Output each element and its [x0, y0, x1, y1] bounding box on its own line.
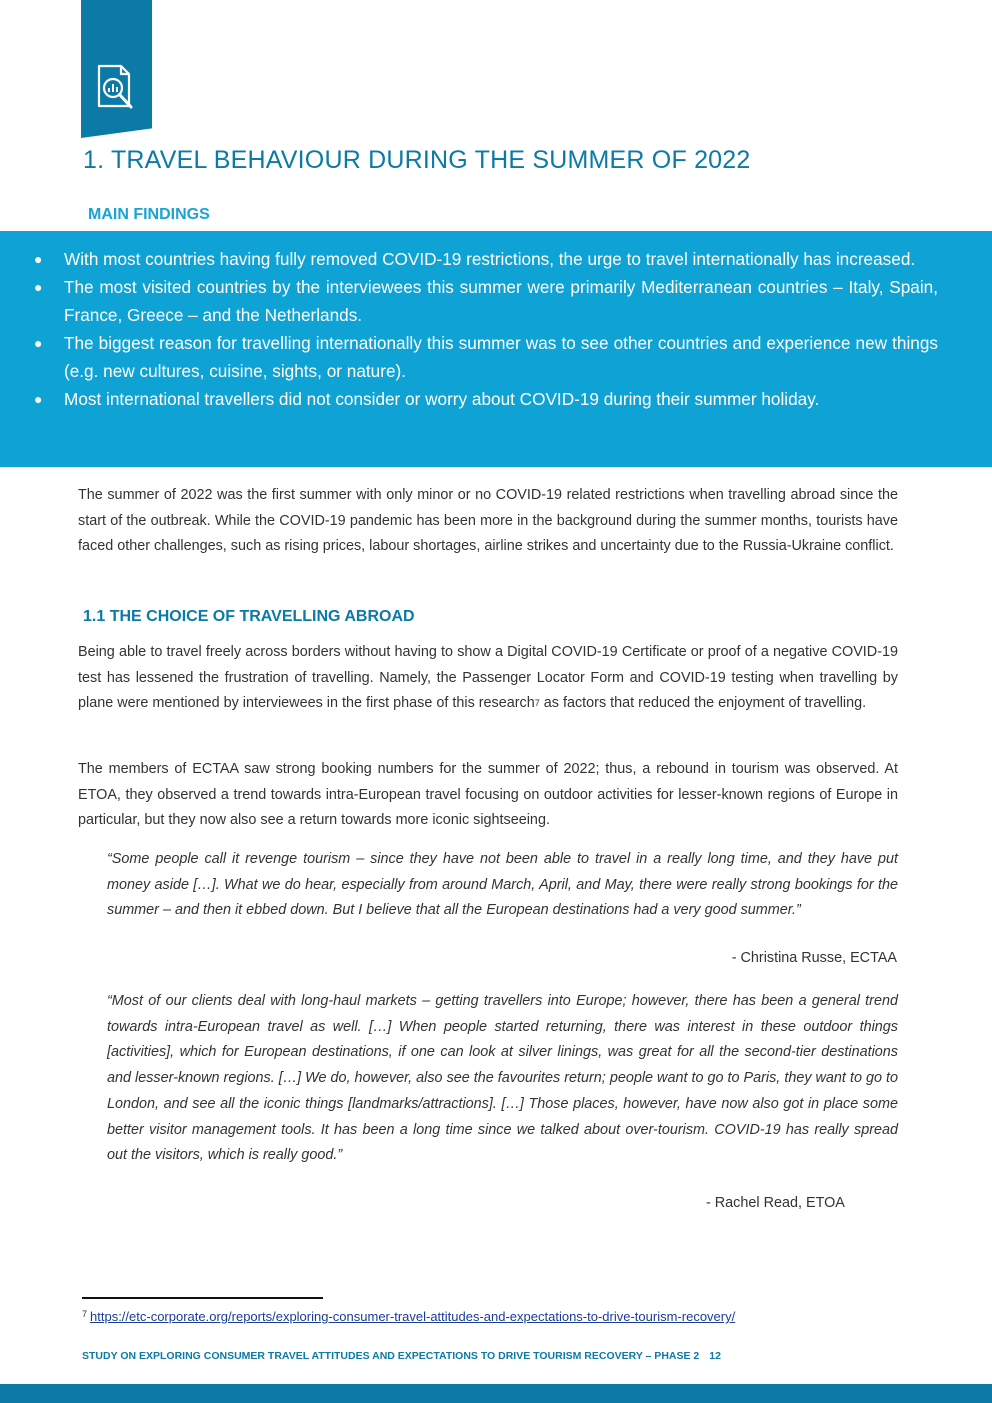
page-footer	[82, 1350, 721, 1362]
finding-text: Most international travellers did not consider or worry about COVID-19 during their summer holiday.	[64, 389, 820, 409]
document-analysis-icon	[95, 62, 135, 112]
bottom-bar	[0, 1384, 992, 1403]
main-findings-box	[0, 231, 992, 467]
finding-text: With most countries having fully removed COVID-19 restrictions, the urge to travel internationally has increased.	[64, 249, 916, 269]
finding-text: The biggest reason for travelling internationally this summer was to see other countries and experience new things (e.g. new cultures, cuisine, sights, or nature).	[64, 333, 938, 381]
quote-1: “Some people call it revenge tourism – since they have not been able to travel in a really long time, and they have put money aside […]. What we do hear, especially from around March, April, and May, there were really strong bookings for the summer – and then it ebbed down. But I believe that all the European destinations had a very good summer.”	[107, 851, 898, 919]
quote-2-attribution: - Rachel Read, ETOA	[706, 1195, 845, 1211]
page-title: 1. TRAVEL BEHAVIOUR DURING THE SUMMER OF 2022	[83, 146, 751, 174]
finding-item	[0, 273, 992, 329]
footer-title: STUDY ON EXPLORING CONSUMER TRAVEL ATTITUDES AND EXPECTATIONS TO DRIVE TOURISM RECOVERY – PHASE 2	[82, 1350, 700, 1362]
findings-list	[0, 245, 992, 413]
paragraph-1	[78, 640, 898, 717]
paragraph-2: The members of ECTAA saw strong booking numbers for the summer of 2022; thus, a rebound in tourism was observed. At ETOA, they observed a trend towards intra-European travel focusing on outdoor activities for lesser-known regions of Europe in particular, but they now also see a return towards more iconic sightseeing.	[78, 761, 898, 829]
section-tab	[81, 0, 152, 138]
footnote	[82, 1309, 735, 1324]
main-findings-heading: MAIN FINDINGS	[88, 206, 210, 223]
footnote-ref[interactable]: 7	[534, 698, 540, 709]
paragraph-1-text: Being able to travel freely across borders without having to show a Digital COVID-19 Certificate or proof of a negative COVID-19 test has lessened the frustration of travelling. Namely, the Passenger Locator Form and COVID-19 testing when travelling by plane were mentioned by interviewees in the first phase of this research	[78, 644, 898, 712]
bullet-icon: ●	[34, 391, 43, 407]
quote-1-attribution: - Christina Russe, ECTAA	[731, 950, 897, 966]
finding-item	[0, 385, 992, 413]
footnote-link[interactable]: https://etc-corporate.org/reports/exploring-consumer-travel-attitudes-and-expectations-to-drive-tourism-recovery/	[90, 1309, 736, 1324]
footnote-number: 7	[82, 1309, 88, 1319]
intro-paragraph: The summer of 2022 was the first summer with only minor or no COVID-19 related restrictions when travelling abroad since the start of the outbreak. While the COVID-19 pandemic has been more in the background during the summer months, tourists have faced other challenges, such as rising prices, labour shortages, airline strikes and uncertainty due to the Russia-Ukraine conflict.	[78, 487, 898, 555]
bullet-icon: ●	[34, 251, 43, 267]
bullet-icon: ●	[34, 335, 43, 351]
finding-item	[0, 329, 992, 385]
finding-item	[0, 245, 992, 273]
quote-2: “Most of our clients deal with long-haul markets – getting travellers into Europe; however, there has been a general trend towards intra-European travel as well. […] When people started returning, there was interest in these outdoor things [activities], which for European destinations, if one can look at silver linings, was great for all the second-tier destinations and lesser-known regions. […] We do, however, also see the favourites return; people want to go to Paris, they want to go to London, and see all the iconic things [landmarks/attractions]. […] Those places, however, have now also got in place some better visitor management tools. It has been a long time since we talked about over-tourism. COVID-19 has really spread out the visitors, which is really good.”	[107, 993, 898, 1164]
bullet-icon: ●	[34, 279, 43, 295]
page-number: 12	[709, 1350, 721, 1362]
finding-text: The most visited countries by the interviewees this summer were primarily Mediterranean countries – Italy, Spain, France, Greece – and the Netherlands.	[64, 277, 938, 325]
paragraph-1-tail: as factors that reduced the enjoyment of travelling.	[539, 695, 867, 712]
section-heading: 1.1 THE CHOICE OF TRAVELLING ABROAD	[83, 608, 415, 625]
footnote-divider	[82, 1297, 323, 1299]
